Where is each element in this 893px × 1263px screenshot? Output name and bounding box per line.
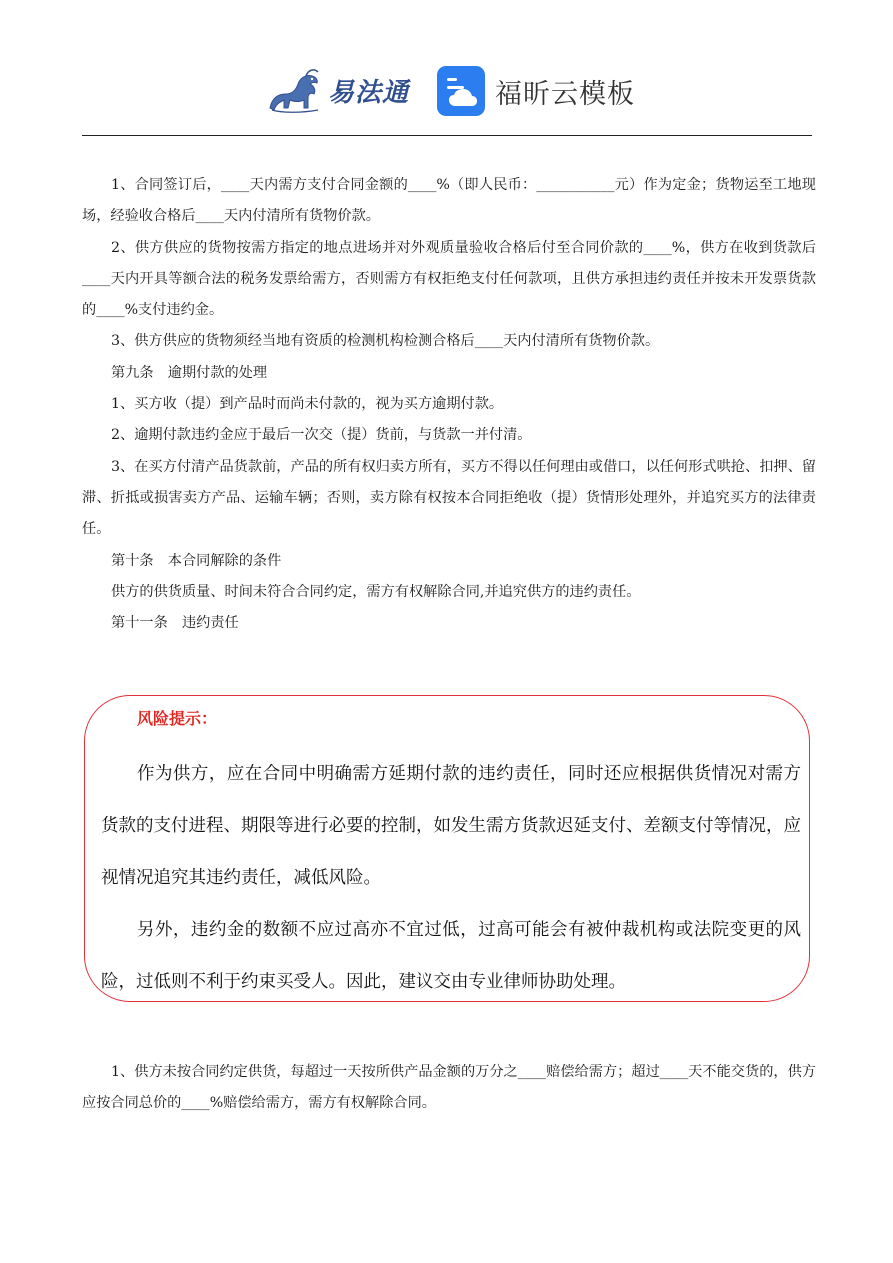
risk-notice-title: 风险提示： — [137, 709, 218, 728]
clause-paragraph: 2、供方供应的货物按需方指定的地点进场并对外观质量验收合格后付至合同价款的____%，供方在收到货款后____天内开具等额合法的税务发票给需方，否则需方有权拒绝支付任何款项，且供方承担违约责任并按未开发票货款的____%支付违约金。 — [82, 239, 816, 319]
page-header — [82, 52, 812, 136]
contract-body-continued — [82, 1057, 816, 1120]
clause-paragraph: 2、逾期付款违约金应于最后一次交（提）货前，与货款一并付清。 — [111, 427, 532, 444]
logo-left-text: 易法通 — [328, 77, 410, 108]
clause-paragraph: 1、买方收（提）到产品时而尚未付款的，视为买方逾期付款。 — [111, 396, 504, 413]
header-divider — [82, 135, 812, 136]
clause-paragraph: 1、供方未按合同约定供货，每超过一天按所供产品金额的万分之____赔偿给需方；超过____天不能交货的，供方应按合同总价的____%赔偿给需方，需方有权解除合同。 — [82, 1064, 816, 1112]
horse-logo-icon — [262, 64, 326, 116]
article-heading: 第十一条 违约责任 — [111, 615, 239, 632]
risk-paragraph: 作为供方，应在合同中明确需方延期付款的违约责任，同时还应根据供货情况对需方货款的支付进程、期限等进行必要的控制，如发生需方货款迟延支付、差额支付等情况，应视情况追究其违约责任，减低风险。 — [101, 764, 801, 888]
contract-body — [82, 170, 816, 639]
clause-paragraph: 供方的供货质量、时间未符合合同约定，需方有权解除合同,并追究供方的违约责任。 — [111, 583, 641, 600]
fuxin-logo — [437, 66, 635, 116]
article-heading: 第九条 逾期付款的处理 — [111, 364, 268, 381]
yifatong-logo — [262, 62, 412, 118]
risk-paragraph: 另外，违约金的数额不应过高亦不宜过低，过高可能会有被仲裁机构或法院变更的风险，过低则不利于约束买受人。因此，建议交由专业律师协助处理。 — [101, 920, 801, 992]
risk-notice-body — [101, 748, 801, 1008]
article-heading: 第十条 本合同解除的条件 — [111, 552, 282, 569]
clause-paragraph: 3、在买方付清产品货款前，产品的所有权归卖方所有，买方不得以任何理由或借口，以任何形式哄抢、扣押、留滞、折抵或损害卖方产品、运输车辆；否则，卖方除有权按本合同拒绝收（提）货情形处理外，并追究买方的法律责任。 — [82, 458, 816, 538]
clause-paragraph: 1、合同签订后，____天内需方支付合同金额的____%（即人民币：___________元）作为定金；货物运至工地现场，经验收合格后____天内付清所有货物价款。 — [82, 177, 816, 225]
clause-paragraph: 3、供方供应的货物须经当地有资质的检测机构检测合格后____天内付清所有货物价款。 — [111, 333, 660, 350]
logo-right-text: 福昕云模板 — [495, 78, 635, 110]
cloud-document-icon — [437, 66, 485, 116]
risk-notice-box — [84, 695, 810, 1002]
